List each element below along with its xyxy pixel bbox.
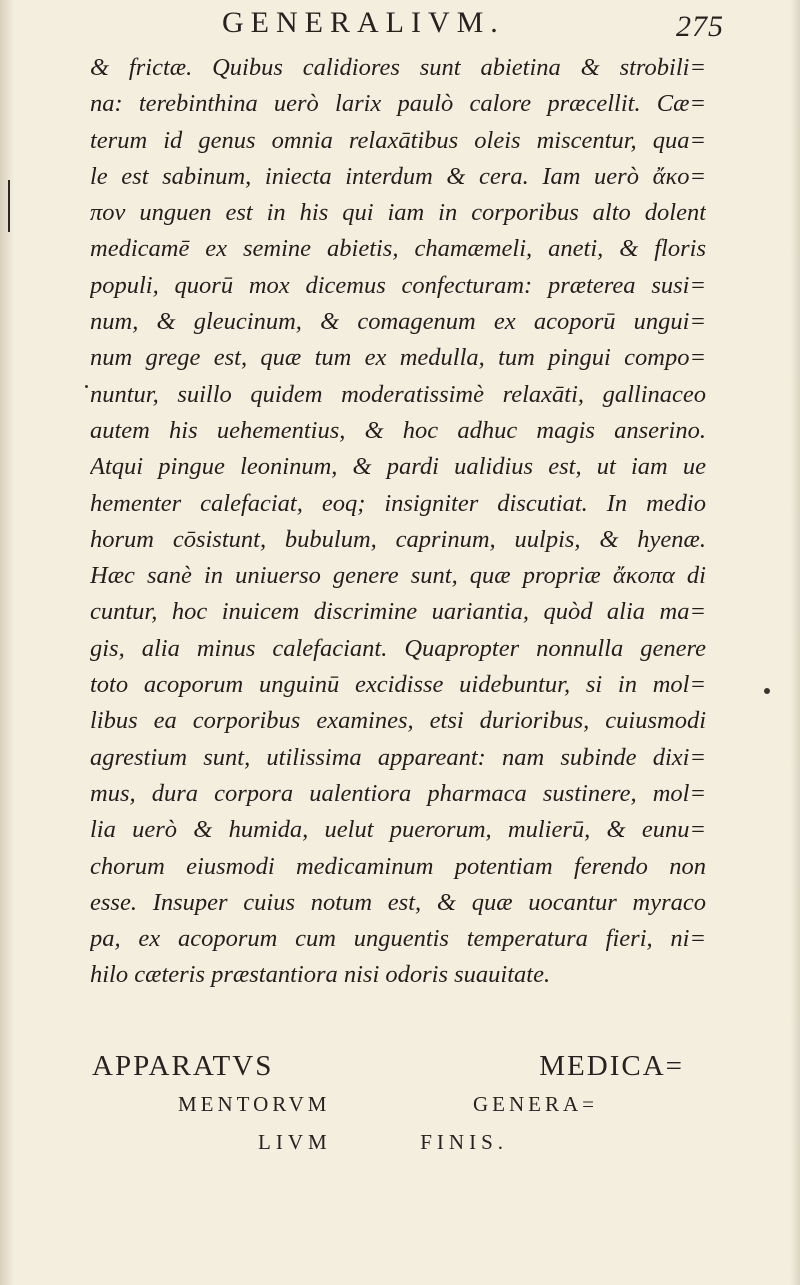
ink-speck xyxy=(764,688,770,694)
text-line: na: terebinthina uerò larix paulò calore præcellit. Cæ= xyxy=(90,90,706,118)
colophon-line: MENTORVM GENERA= xyxy=(178,1092,598,1116)
text-line: autem his uehementius, & hoc adhuc magis anserino. xyxy=(90,416,706,444)
text-line: num grege est, quæ tum ex medulla, tum pingui compo= xyxy=(90,344,706,372)
text-line: populi, quorū mox dicemus confecturam: præterea susi= xyxy=(90,271,706,299)
running-head xyxy=(0,4,800,48)
text-line: mus, dura corpora ualentiora pharmaca sustinere, mol= xyxy=(90,779,706,807)
text-line: gis, alia minus calefaciant. Quapropter nonnulla genere xyxy=(90,634,706,662)
text-line: cuntur, hoc inuicem discrimine uariantia, quòd alia ma= xyxy=(90,598,706,626)
text-line: πον unguen est in his qui iam in corporibus alto dolent xyxy=(90,199,706,227)
margin-mark xyxy=(8,180,10,232)
text-line: terum id genus omnia relaxātibus oleis miscentur, qua= xyxy=(90,126,706,154)
text-line: Atqui pingue leoninum, & pardi ualidius est, ut iam ue xyxy=(90,453,706,481)
text-line: agrestium sunt, utilissima appareant: nam subinde dixi= xyxy=(90,743,706,771)
colophon-line: LIVM FINIS. xyxy=(258,1130,508,1154)
text-line: lia uerò & humida, uelut puerorum, mulierū, & eunu= xyxy=(90,816,706,844)
text-line: Hæc sanè in uniuerso genere sunt, quæ propriæ ἄκοπα di xyxy=(90,562,706,590)
text-line: pa, ex acoporum cum unguentis temperatura fieri, ni= xyxy=(90,925,706,953)
text-line: libus ea corporibus examines, etsi durioribus, cuiusmodi xyxy=(90,707,706,735)
text-line: num, & gleucinum, & comagenum ex acoporū ungui= xyxy=(90,308,706,336)
colophon-line: APPARATVS MEDICA= xyxy=(92,1050,684,1082)
text-line: esse. Insuper cuius notum est, & quæ uocantur myraco xyxy=(90,888,706,916)
text-line: toto acoporum unguinū excidisse uidebuntur, si in mol= xyxy=(90,671,706,699)
running-title: GENERALIVM. xyxy=(222,6,505,39)
text-line: hilo cæteris præstantiora nisi odoris suauitate. xyxy=(90,961,551,989)
text-line: hementer calefaciat, eoq; insigniter discutiat. In medio xyxy=(90,489,706,517)
ink-speck xyxy=(85,385,88,388)
text-line: medicamē ex semine abietis, chamæmeli, aneti, & floris xyxy=(90,235,706,263)
text-line: chorum eiusmodi medicaminum potentiam ferendo non xyxy=(90,852,706,880)
text-line: nuntur, suillo quidem moderatissimè relaxāti, gallinaceo xyxy=(90,380,706,408)
body-text xyxy=(90,50,706,994)
text-line: le est sabinum, iniecta interdum & cera. Iam uerò ἄκο= xyxy=(90,162,706,190)
text-line: & frictæ. Quibus calidiores sunt abietina & strobili= xyxy=(90,54,706,81)
text-line: horum cōsistunt, bubulum, caprinum, uulpis, & hyenæ. xyxy=(90,525,706,553)
page-number: 275 xyxy=(676,10,724,43)
